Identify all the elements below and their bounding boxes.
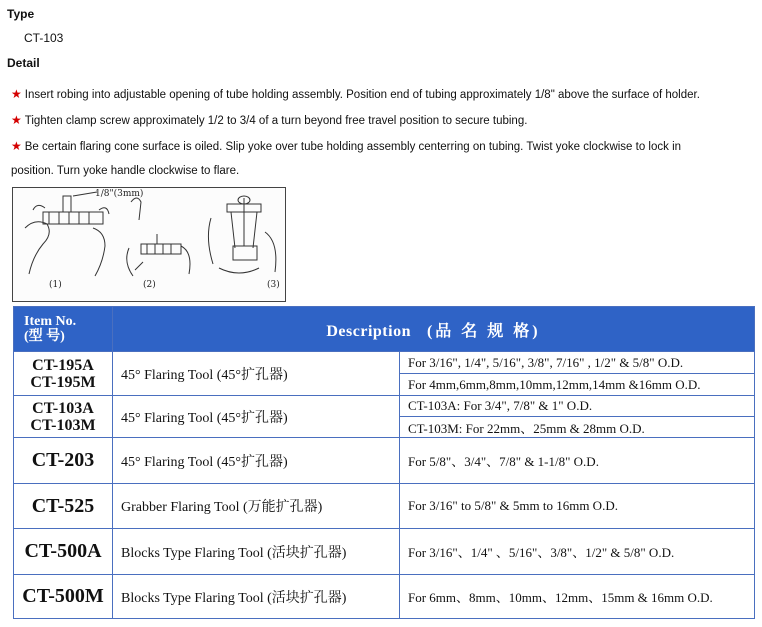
step-1 [11,87,700,101]
tube-holder-bar [43,212,103,224]
figure-label-1: (1) [49,280,62,290]
table-row [14,396,755,417]
header-description-cn: (品 名 规 格) [426,322,541,340]
od-cell: CT-103A: For 3/4", 7/8" & 1" O.D. [400,396,755,417]
step-2-text: Tighten clamp screw approximately 1/2 to 3/4 of a turn beyond free travel position to secure tubing. [24,115,528,127]
description-cell: 45° Flaring Tool (45°扩孔器) [113,438,400,484]
item-cell [14,396,113,438]
header-description [113,307,755,352]
item-cell [14,352,113,396]
dimension-label: 1/8"(3mm) [95,189,144,199]
od-cell: For 5/8"、3/4"、7/8" & 1-1/8" O.D. [400,438,755,484]
table-row [14,575,755,619]
od-cell: CT-103M: For 22mm、25mm & 28mm O.D. [400,417,755,438]
step-3-text: Be certain flaring cone surface is oiled. Slip yoke over tube holding assembly centerring on tubing. Twist yoke clockwise to lock in [24,141,682,153]
step-2 [11,113,527,127]
description-cell: Blocks Type Flaring Tool (活块扩孔器) [113,529,400,575]
header-item-no-en: Item No. [24,314,77,329]
figure-label-2: (2) [143,280,156,290]
header-item-no-cn: (型 号) [24,329,65,344]
product-spec-table [13,306,755,619]
description-cell: 45° Flaring Tool (45°扩孔器) [113,352,400,396]
od-cell: For 3/16" to 5/8" & 5mm to 16mm O.D. [400,484,755,529]
step-3-continuation: position. Turn yoke handle clockwise to flare. [11,165,240,177]
table-row [14,352,755,374]
star-icon: ★ [11,87,22,101]
item-cell [14,529,113,575]
detail-heading: Detail [7,56,40,70]
item-no: CT-103M [30,416,96,434]
flaring-steps-illustration [12,187,286,302]
description-cell: Blocks Type Flaring Tool (活块扩孔器) [113,575,400,619]
table-row [14,438,755,484]
item-cell [14,484,113,529]
description-cell: Grabber Flaring Tool (万能扩孔器) [113,484,400,529]
item-no: CT-195M [30,373,96,391]
od-cell: For 3/16", 1/4", 5/16", 3/8", 7/16" , 1/2" & 5/8" O.D. [400,352,755,374]
item-no: CT-103A [32,399,94,417]
star-icon: ★ [11,113,22,127]
item-no: CT-203 [31,449,95,471]
step-3 [11,139,681,153]
table-row [14,484,755,529]
item-cell [14,438,113,484]
item-no: CT-195A [32,356,94,374]
od-cell: For 3/16"、1/4" 、5/16"、3/8"、1/2" & 5/8" O.D. [400,529,755,575]
table-row [14,529,755,575]
od-cell: For 4mm,6mm,8mm,10mm,12mm,14mm &16mm O.D. [400,374,755,396]
description-cell: 45° Flaring Tool (45°扩孔器) [113,396,400,438]
star-icon: ★ [11,139,22,153]
item-cell [14,575,113,619]
header-item-no [14,307,113,352]
step-1-text: Insert robing into adjustable opening of tube holding assembly. Position end of tubing approximately 1/8" above the surface of holder. [24,89,700,101]
type-value: CT-103 [24,31,64,45]
od-cell: For 6mm、8mm、10mm、12mm、15mm & 16mm O.D. [400,575,755,619]
item-no: CT-500A [24,540,102,562]
type-heading: Type [7,7,35,21]
item-no: CT-525 [31,494,95,517]
item-no: CT-500M [22,585,104,607]
header-description-en: Description [326,322,411,340]
figure-label-3: (3) [267,280,280,290]
